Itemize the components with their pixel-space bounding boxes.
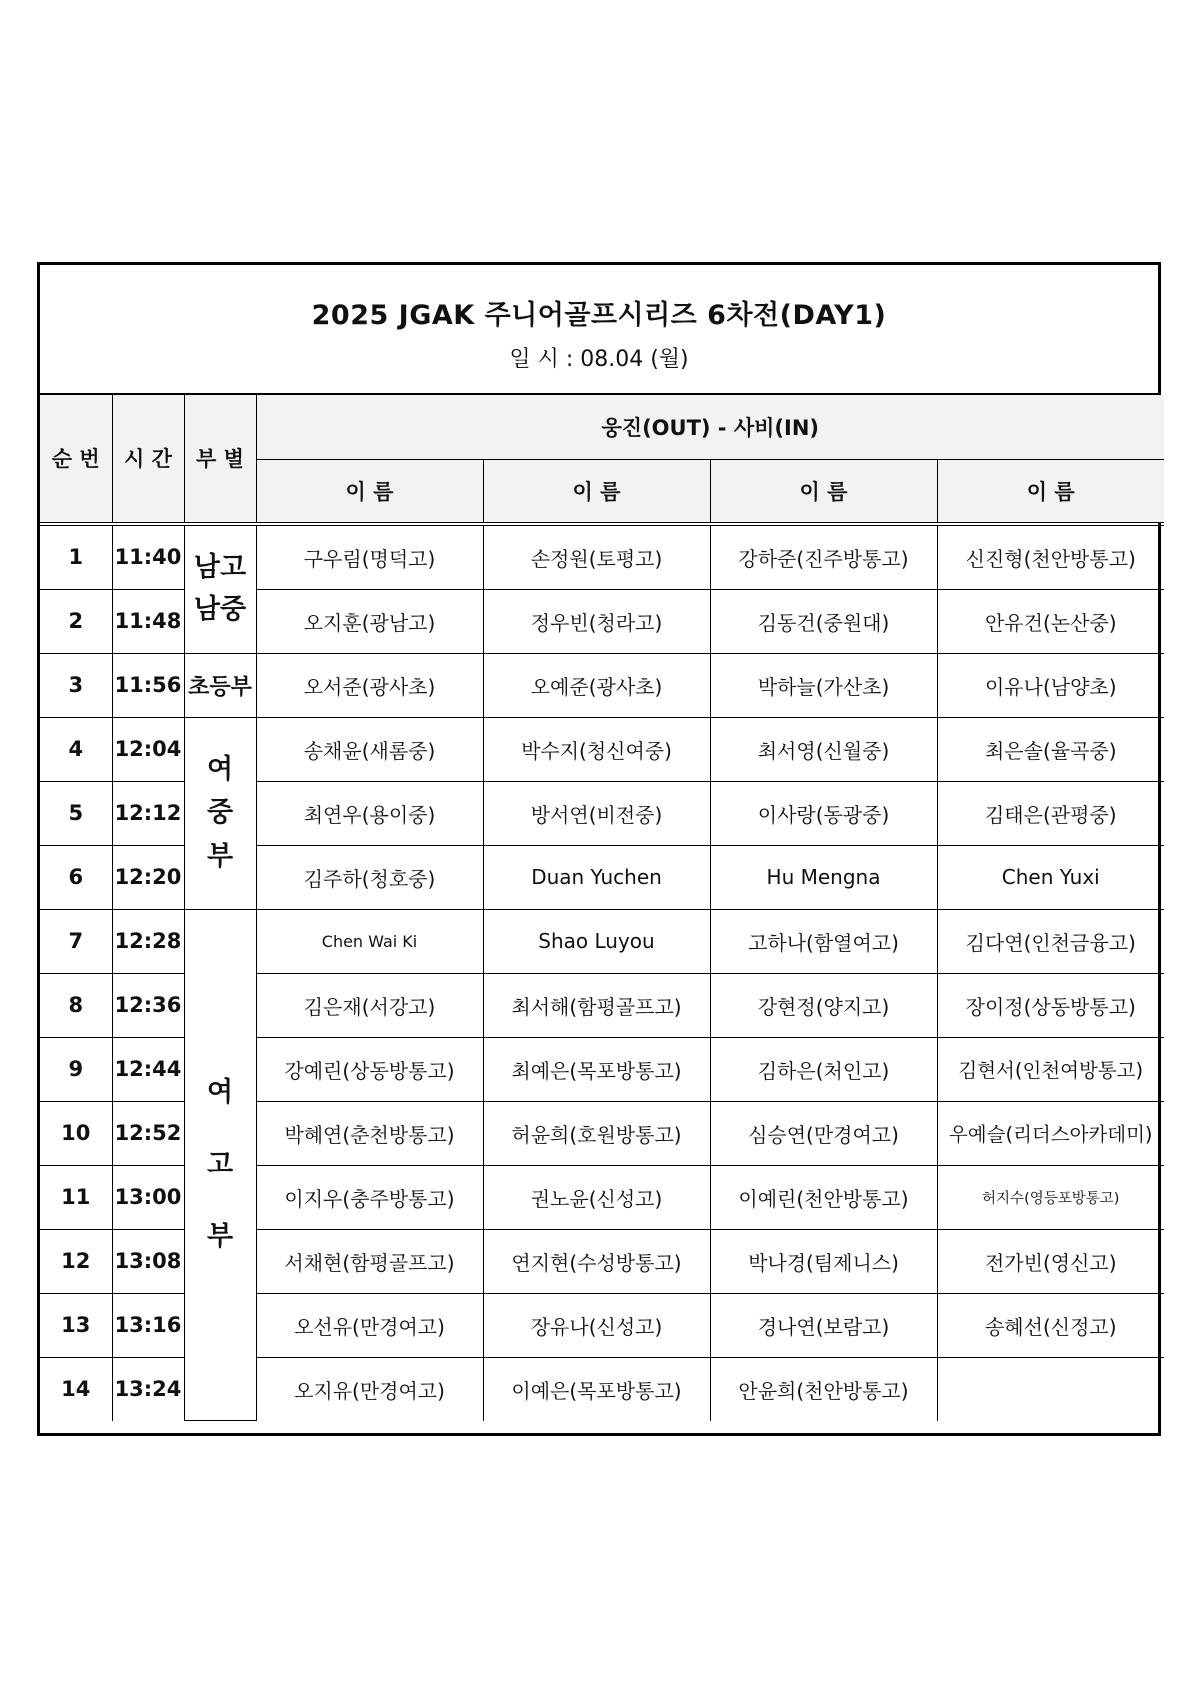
player-cell: 전가빈(영신고) <box>937 1229 1164 1293</box>
tee-time: 12:04 <box>112 717 184 781</box>
player-cell: 장이정(상동방통고) <box>937 973 1164 1037</box>
player-cell: 박나경(팀제니스) <box>710 1229 937 1293</box>
player-cell: 김현서(인천여방통고) <box>937 1037 1164 1101</box>
player-cell: 최예은(목포방통고) <box>483 1037 710 1101</box>
header-name: 이 름 <box>710 459 937 524</box>
division-girls-high <box>184 909 256 1421</box>
player-cell: 심승연(만경여고) <box>710 1101 937 1165</box>
table-row <box>40 524 1164 590</box>
player-cell: 김하은(처인고) <box>710 1037 937 1101</box>
player-cell: 서채현(함평골프고) <box>256 1229 483 1293</box>
tee-time: 12:36 <box>112 973 184 1037</box>
row-number: 1 <box>40 524 112 590</box>
player-cell: 박하늘(가산초) <box>710 653 937 717</box>
date-line: 일 시 : 08.04 (월) <box>509 347 689 372</box>
division-line: 남고 <box>193 552 247 584</box>
division-line: 중 <box>206 797 234 829</box>
row-number: 8 <box>40 973 112 1037</box>
player-cell: 손정원(토평고) <box>483 524 710 590</box>
division-line: 남중 <box>193 594 247 625</box>
tee-time: 12:20 <box>112 845 184 909</box>
player-cell: 오예준(광사초) <box>483 653 710 717</box>
player-cell: Chen Wai Ki <box>256 909 483 973</box>
division-boys <box>184 524 256 654</box>
header-time: 시 간 <box>112 395 184 524</box>
player-cell: 최연우(용이중) <box>256 781 483 845</box>
player-cell: 오지유(만경여고) <box>256 1357 483 1421</box>
table-row <box>40 909 1164 973</box>
player-cell: 김은재(서강고) <box>256 973 483 1037</box>
player-cell: 강예린(상동방통고) <box>256 1037 483 1101</box>
tee-time: 13:08 <box>112 1229 184 1293</box>
player-cell: 이유나(남양초) <box>937 653 1164 717</box>
row-number: 5 <box>40 781 112 845</box>
player-cell: 송혜선(신정고) <box>937 1293 1164 1357</box>
player-cell: Chen Yuxi <box>937 845 1164 909</box>
row-number: 4 <box>40 717 112 781</box>
row-number: 9 <box>40 1037 112 1101</box>
player-cell: 안유건(논산중) <box>937 589 1164 653</box>
player-cell: 안윤희(천안방통고) <box>710 1357 937 1421</box>
division-elementary: 초등부 <box>184 653 256 717</box>
table-row <box>40 653 1164 717</box>
player-cell: 최은솔(율곡중) <box>937 717 1164 781</box>
player-cell: 최서영(신월중) <box>710 717 937 781</box>
tee-time: 12:52 <box>112 1101 184 1165</box>
division-girls-middle <box>184 717 256 909</box>
player-cell: 권노윤(신성고) <box>483 1165 710 1229</box>
player-cell: Shao Luyou <box>483 909 710 973</box>
division-line: 여 <box>206 754 234 786</box>
header-division: 부 별 <box>184 395 256 524</box>
player-cell: 이사랑(동광중) <box>710 781 937 845</box>
player-cell: 허윤희(호원방통고) <box>483 1101 710 1165</box>
player-cell: 김동건(중원대) <box>710 589 937 653</box>
player-cell: 오선유(만경여고) <box>256 1293 483 1357</box>
title-block <box>40 265 1158 395</box>
row-number: 2 <box>40 589 112 653</box>
player-cell: 김태은(관평중) <box>937 781 1164 845</box>
player-cell: 김다연(인천금융고) <box>937 909 1164 973</box>
row-number: 13 <box>40 1293 112 1357</box>
tee-time: 13:16 <box>112 1293 184 1357</box>
player-cell: 이예린(천안방통고) <box>710 1165 937 1229</box>
header-name: 이 름 <box>256 459 483 524</box>
player-cell: 최서해(함평골프고) <box>483 973 710 1037</box>
header-name: 이 름 <box>483 459 710 524</box>
player-cell: 김주하(청호중) <box>256 845 483 909</box>
player-cell: 장유나(신성고) <box>483 1293 710 1357</box>
row-number: 12 <box>40 1229 112 1293</box>
player-cell: 신진형(천안방통고) <box>937 524 1164 590</box>
player-cell: 우예슬(리더스아카데미) <box>937 1101 1164 1165</box>
player-cell: 이지우(충주방통고) <box>256 1165 483 1229</box>
division-line: 부 <box>206 840 234 872</box>
header-course: 웅진(OUT) - 사비(IN) <box>256 395 1164 459</box>
player-cell: 연지현(수성방통고) <box>483 1229 710 1293</box>
tee-time: 12:28 <box>112 909 184 973</box>
table-body <box>40 524 1164 1421</box>
player-cell: 오지훈(광남고) <box>256 589 483 653</box>
tee-time: 12:12 <box>112 781 184 845</box>
tee-time: 12:44 <box>112 1037 184 1101</box>
player-cell: 이예은(목포방통고) <box>483 1357 710 1421</box>
tee-time: 13:24 <box>112 1357 184 1421</box>
player-cell: 오서준(광사초) <box>256 653 483 717</box>
page-title: 2025 JGAK 주니어골프시리즈 6차전(DAY1) <box>311 300 887 331</box>
row-number: 14 <box>40 1357 112 1421</box>
division-line: 여 <box>206 1077 234 1109</box>
division-line: 부 <box>206 1220 234 1252</box>
player-cell: 고하나(함열여고) <box>710 909 937 973</box>
header-number: 순 번 <box>40 395 112 524</box>
player-cell: 경나연(보람고) <box>710 1293 937 1357</box>
row-number: 7 <box>40 909 112 973</box>
row-number: 6 <box>40 845 112 909</box>
player-cell: 허지수(영등포방통고) <box>937 1165 1164 1229</box>
division-line: 고 <box>206 1148 234 1180</box>
tee-time: 11:56 <box>112 653 184 717</box>
player-cell: 정우빈(청라고) <box>483 589 710 653</box>
row-number: 10 <box>40 1101 112 1165</box>
table-row <box>40 717 1164 781</box>
player-cell: 강현정(양지고) <box>710 973 937 1037</box>
tee-time: 13:00 <box>112 1165 184 1229</box>
player-cell: 박수지(청신여중) <box>483 717 710 781</box>
player-cell: Duan Yuchen <box>483 845 710 909</box>
player-cell-empty <box>937 1357 1164 1421</box>
tee-time-table <box>40 395 1164 1421</box>
player-cell: Hu Mengna <box>710 845 937 909</box>
header-name: 이 름 <box>937 459 1164 524</box>
row-number: 11 <box>40 1165 112 1229</box>
row-number: 3 <box>40 653 112 717</box>
player-cell: 구우림(명덕고) <box>256 524 483 590</box>
tee-time: 11:40 <box>112 524 184 590</box>
player-cell: 강하준(진주방통고) <box>710 524 937 590</box>
player-cell: 박혜연(춘천방통고) <box>256 1101 483 1165</box>
player-cell: 송채윤(새롬중) <box>256 717 483 781</box>
tee-time: 11:48 <box>112 589 184 653</box>
tee-time-sheet <box>37 262 1161 1436</box>
player-cell: 방서연(비전중) <box>483 781 710 845</box>
